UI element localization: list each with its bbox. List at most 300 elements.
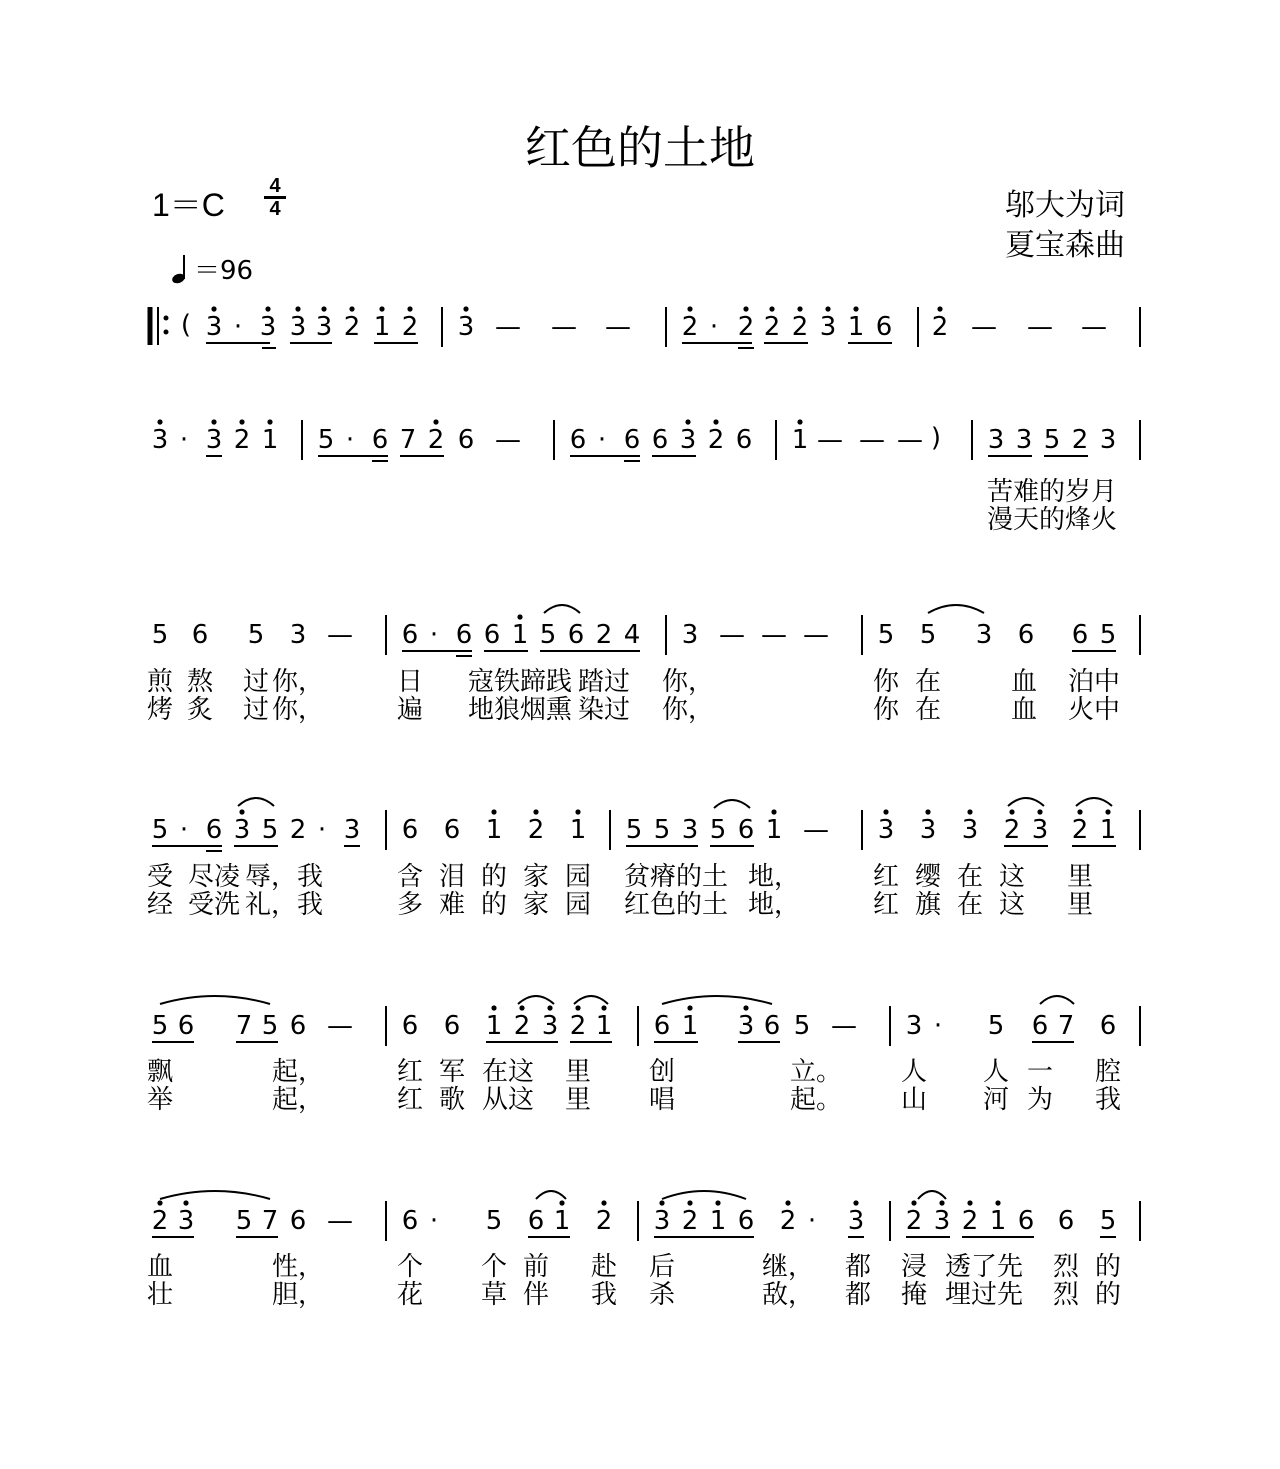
lyric-syllable: 举 xyxy=(146,1085,174,1115)
note: — xyxy=(971,312,997,342)
note: 6 xyxy=(1071,620,1089,650)
lyric-syllable: 花 xyxy=(396,1280,424,1310)
note: 6 xyxy=(455,620,473,650)
note: 1 xyxy=(1099,815,1117,845)
lyric-syllable: 人 xyxy=(900,1057,928,1087)
key-signature: 1＝C xyxy=(152,187,225,223)
high-octave-dot xyxy=(519,1005,524,1010)
lyric-syllable: 红 xyxy=(872,862,900,892)
note: 1 xyxy=(709,1206,727,1236)
note: 7 xyxy=(261,1206,279,1236)
note: 1 xyxy=(847,312,865,342)
lyric-syllable: 浸 xyxy=(900,1252,928,1282)
lyric-syllable: 里 xyxy=(564,1085,592,1115)
note: — xyxy=(859,425,885,455)
high-octave-dot xyxy=(267,419,272,424)
note: 5 xyxy=(1099,1206,1117,1236)
high-octave-dot xyxy=(433,419,438,424)
lyric-syllable: 泪 xyxy=(438,862,466,892)
lyric-syllable: 的 xyxy=(1094,1252,1122,1282)
note: 5 xyxy=(261,815,279,845)
slur xyxy=(714,800,750,808)
note: 3 xyxy=(457,312,475,342)
note: 1 xyxy=(373,312,391,342)
lyric-syllable: 在 xyxy=(956,890,984,920)
slur xyxy=(574,996,608,1004)
note: 3 xyxy=(933,1206,951,1236)
slur xyxy=(518,996,554,1004)
lyric-syllable: 家 xyxy=(522,862,550,892)
note: 3 xyxy=(905,1011,923,1041)
lyric-syllable: 个 xyxy=(396,1252,424,1282)
note: · xyxy=(429,1206,439,1236)
note: · xyxy=(179,815,189,845)
lyric-syllable: 血 xyxy=(1010,667,1038,697)
note: 2 xyxy=(681,1206,699,1236)
lyric-syllable: 这 xyxy=(998,862,1026,892)
note: 3 xyxy=(343,815,361,845)
note: 3 xyxy=(151,425,169,455)
note: 6 xyxy=(443,1011,461,1041)
note: 2 xyxy=(1003,815,1021,845)
lyric-syllable: 你 xyxy=(872,667,900,697)
composer-credit: 夏宝森曲 xyxy=(1005,228,1125,263)
note: 3 xyxy=(737,1011,755,1041)
lyric-syllable: 血 xyxy=(1010,695,1038,725)
high-octave-dot xyxy=(575,1005,580,1010)
slur xyxy=(918,1191,946,1199)
lyric-syllable: 园 xyxy=(564,862,592,892)
note: 6 xyxy=(567,620,585,650)
high-octave-dot xyxy=(601,1005,606,1010)
note: · xyxy=(345,425,355,455)
lyric-syllable: 军 xyxy=(438,1057,466,1087)
lyric-syllable: 煎 xyxy=(146,667,174,697)
note: 5 xyxy=(151,620,169,650)
note: 6 xyxy=(1017,1206,1035,1236)
lyric-syllable: 红 xyxy=(872,890,900,920)
note: 2 xyxy=(1071,815,1089,845)
note: 6 xyxy=(401,815,419,845)
note: 3 xyxy=(315,312,333,342)
high-octave-dot xyxy=(785,1200,790,1205)
lyric-syllable: 的 xyxy=(480,862,508,892)
lyric-syllable: 家 xyxy=(522,890,550,920)
note: 7 xyxy=(1057,1011,1075,1041)
lyric-syllable: 埋过先 xyxy=(944,1280,1024,1310)
note: 6 xyxy=(527,1206,545,1236)
note: — xyxy=(831,1011,857,1041)
lyric-syllable: 歌 xyxy=(438,1085,466,1115)
lyric-syllable: 个 xyxy=(480,1252,508,1282)
note: 3 xyxy=(847,1206,865,1236)
note: 2 xyxy=(931,312,949,342)
high-octave-dot xyxy=(853,306,858,311)
note: 6 xyxy=(1099,1011,1117,1041)
lyric-syllable: 受洗 xyxy=(187,890,241,920)
lyric-syllable: 在 xyxy=(914,667,942,697)
note: — xyxy=(327,1206,353,1236)
high-octave-dot xyxy=(687,1200,692,1205)
slur xyxy=(928,605,984,613)
note: — xyxy=(495,425,521,455)
note: 1 xyxy=(989,1206,1007,1236)
lyric-syllable: 红 xyxy=(396,1085,424,1115)
note: · xyxy=(233,312,243,342)
lyric-syllable: 人 xyxy=(982,1057,1010,1087)
note: · xyxy=(429,620,439,650)
high-octave-dot xyxy=(183,1200,188,1205)
note: 3 xyxy=(205,425,223,455)
lyric-syllable: 在 xyxy=(956,862,984,892)
note: 2 xyxy=(707,425,725,455)
lyric-syllable: 含 xyxy=(396,862,424,892)
note: 7 xyxy=(399,425,417,455)
note: · xyxy=(179,425,189,455)
note: 2 xyxy=(595,1206,613,1236)
lyric-syllable: 受 xyxy=(146,862,174,892)
lyric-syllable: 你， xyxy=(661,695,715,725)
note: 6 xyxy=(401,620,419,650)
high-octave-dot xyxy=(713,419,718,424)
repeat-dot xyxy=(164,316,169,321)
lyric-syllable: 前 xyxy=(522,1252,550,1282)
note: 3 xyxy=(681,815,699,845)
note: 6 xyxy=(401,1206,419,1236)
lyric-syllable: 都 xyxy=(844,1280,872,1310)
note: 5 xyxy=(625,815,643,845)
lyric-syllable: 你， xyxy=(271,695,325,725)
note: — xyxy=(761,620,787,650)
slur xyxy=(1076,798,1112,806)
note: 1 xyxy=(595,1011,613,1041)
lyric-syllable: 寇铁蹄践 xyxy=(467,667,573,697)
note: 5 xyxy=(987,1011,1005,1041)
lyric-syllable: 继， xyxy=(761,1252,815,1282)
note: 2 xyxy=(681,312,699,342)
high-octave-dot xyxy=(771,809,776,814)
note: 5 xyxy=(235,1206,253,1236)
lyric-syllable: 立。 xyxy=(789,1057,843,1087)
lyric-syllable: 在这 xyxy=(481,1057,535,1087)
note: 6 xyxy=(371,425,389,455)
note: 3 xyxy=(205,312,223,342)
high-octave-dot xyxy=(379,306,384,311)
lyric-syllable: 地， xyxy=(747,890,801,920)
note: 3 xyxy=(819,312,837,342)
high-octave-dot xyxy=(1077,809,1082,814)
high-octave-dot xyxy=(349,306,354,311)
high-octave-dot xyxy=(769,306,774,311)
high-octave-dot xyxy=(239,809,244,814)
high-octave-dot xyxy=(883,809,888,814)
note: 1 xyxy=(553,1206,571,1236)
lyric-syllable: 染过 xyxy=(577,695,631,725)
note: 3 xyxy=(177,1206,195,1236)
repeat-dot xyxy=(164,330,169,335)
lyric-syllable: 地狼烟熏 xyxy=(467,695,573,725)
lyric-syllable: 过 xyxy=(242,667,270,697)
high-octave-dot xyxy=(925,809,930,814)
lyric-syllable: 一 xyxy=(1026,1057,1054,1087)
note: 6 xyxy=(623,425,641,455)
note: · xyxy=(933,1011,943,1041)
note: 2 xyxy=(401,312,419,342)
intro-lyric-line: 漫天的烽火 xyxy=(986,505,1118,535)
lyric-syllable: 你， xyxy=(271,667,325,697)
lyric-syllable: 山 xyxy=(900,1085,928,1115)
note: 2 xyxy=(427,425,445,455)
note: 1 xyxy=(765,815,783,845)
high-octave-dot xyxy=(575,809,580,814)
note: 3 xyxy=(1031,815,1049,845)
note: 2 xyxy=(289,815,307,845)
note: 6 xyxy=(1057,1206,1075,1236)
slur xyxy=(662,996,772,1004)
close-paren: ) xyxy=(930,423,942,453)
lyric-syllable: 飘 xyxy=(146,1057,174,1087)
lyricist-credit: 邬大为词 xyxy=(1005,188,1125,223)
high-octave-dot xyxy=(743,1005,748,1010)
note: 3 xyxy=(653,1206,671,1236)
note: 3 xyxy=(1099,425,1117,455)
note: · xyxy=(709,312,719,342)
high-octave-dot xyxy=(211,306,216,311)
high-octave-dot xyxy=(1105,809,1110,814)
note: 6 xyxy=(569,425,587,455)
note: 3 xyxy=(233,815,251,845)
high-octave-dot xyxy=(967,809,972,814)
high-octave-dot xyxy=(797,306,802,311)
note: — xyxy=(551,312,577,342)
intro-lyric-line: 苦难的岁月 xyxy=(986,477,1118,507)
slur xyxy=(662,1191,746,1199)
note: 2 xyxy=(595,620,613,650)
lyric-syllable: 我 xyxy=(1094,1085,1122,1115)
note: 6 xyxy=(651,425,669,455)
lyric-syllable: 过 xyxy=(242,695,270,725)
high-octave-dot xyxy=(797,419,802,424)
high-octave-dot xyxy=(157,1200,162,1205)
lyric-syllable: 后 xyxy=(648,1252,676,1282)
slur xyxy=(160,1191,270,1199)
lyric-syllable: 杀 xyxy=(648,1280,676,1310)
note: — xyxy=(1027,312,1053,342)
note: 5 xyxy=(1099,620,1117,650)
note: 2 xyxy=(763,312,781,342)
high-octave-dot xyxy=(463,306,468,311)
note: 3 xyxy=(289,620,307,650)
high-octave-dot xyxy=(937,306,942,311)
lyric-syllable: 缨 xyxy=(914,862,942,892)
lyric-syllable: 伴 xyxy=(522,1280,550,1310)
note: 6 xyxy=(191,620,209,650)
note: 5 xyxy=(247,620,265,650)
note: 5 xyxy=(151,1011,169,1041)
note: — xyxy=(817,425,843,455)
open-paren: ( xyxy=(180,310,192,340)
lyric-syllable: 难 xyxy=(438,890,466,920)
high-octave-dot xyxy=(321,306,326,311)
lyric-syllable: 你 xyxy=(872,695,900,725)
lyric-syllable: 旗 xyxy=(914,890,942,920)
note: 2 xyxy=(779,1206,797,1236)
lyric-syllable: 在 xyxy=(914,695,942,725)
note: — xyxy=(327,1011,353,1041)
high-octave-dot xyxy=(715,1200,720,1205)
high-octave-dot xyxy=(685,419,690,424)
note: 5 xyxy=(151,815,169,845)
lyric-syllable: 日 xyxy=(396,667,424,697)
lyric-syllable: 地， xyxy=(747,862,801,892)
lyric-syllable: 园 xyxy=(564,890,592,920)
note: 5 xyxy=(1043,425,1061,455)
note: 2 xyxy=(233,425,251,455)
lyric-syllable: 尽凌 xyxy=(187,862,241,892)
note: 6 xyxy=(875,312,893,342)
note: 3 xyxy=(289,312,307,342)
high-octave-dot xyxy=(157,419,162,424)
lyric-syllable: 踏过 xyxy=(577,667,631,697)
note: 6 xyxy=(177,1011,195,1041)
high-octave-dot xyxy=(939,1200,944,1205)
note: 3 xyxy=(877,815,895,845)
slur xyxy=(536,1191,566,1199)
high-octave-dot xyxy=(659,1200,664,1205)
lyric-syllable: 透了先 xyxy=(944,1252,1024,1282)
lyric-syllable: 炙 xyxy=(186,695,214,725)
slur xyxy=(160,996,270,1004)
high-octave-dot xyxy=(239,419,244,424)
lyric-syllable: 的 xyxy=(1094,1280,1122,1310)
lyric-syllable: 河 xyxy=(982,1085,1010,1115)
lyric-syllable: 泊中 xyxy=(1067,667,1121,697)
note: 3 xyxy=(961,815,979,845)
lyric-syllable: 经 xyxy=(146,890,174,920)
note: 6 xyxy=(1017,620,1035,650)
note: 6 xyxy=(735,425,753,455)
lyric-syllable: 为 xyxy=(1026,1085,1054,1115)
slur xyxy=(238,798,274,806)
note: 2 xyxy=(1071,425,1089,455)
lyric-syllable: 赴 xyxy=(590,1252,618,1282)
lyric-syllable: 你， xyxy=(661,667,715,697)
lyric-syllable: 里 xyxy=(1066,862,1094,892)
note: 6 xyxy=(653,1011,671,1041)
note: 5 xyxy=(485,1206,503,1236)
lyric-syllable: 我 xyxy=(590,1280,618,1310)
lyric-syllable: 遍 xyxy=(396,695,424,725)
note: — xyxy=(605,312,631,342)
high-octave-dot xyxy=(295,306,300,311)
note: 5 xyxy=(793,1011,811,1041)
note: 6 xyxy=(289,1206,307,1236)
lyric-syllable: 血 xyxy=(146,1252,174,1282)
lyric-syllable: 这 xyxy=(998,890,1026,920)
high-octave-dot xyxy=(491,1005,496,1010)
note: 2 xyxy=(737,312,755,342)
lyric-syllable: 腔 xyxy=(1094,1057,1122,1087)
note: 5 xyxy=(539,620,557,650)
tempo-value: ＝96 xyxy=(194,256,254,286)
high-octave-dot xyxy=(559,1200,564,1205)
note: — xyxy=(1081,312,1107,342)
high-octave-dot xyxy=(995,1200,1000,1205)
high-octave-dot xyxy=(491,809,496,814)
note: 2 xyxy=(791,312,809,342)
note: 2 xyxy=(343,312,361,342)
lyric-syllable: 从这 xyxy=(481,1085,535,1115)
note: · xyxy=(597,425,607,455)
note: 5 xyxy=(317,425,335,455)
lyric-syllable: 壮 xyxy=(146,1280,174,1310)
note: 2 xyxy=(513,1011,531,1041)
lyric-syllable: 胆， xyxy=(271,1280,325,1310)
note: 5 xyxy=(877,620,895,650)
note: 6 xyxy=(205,815,223,845)
note: 6 xyxy=(289,1011,307,1041)
lyric-syllable: 烈 xyxy=(1052,1280,1080,1310)
lyric-syllable: 熬 xyxy=(186,667,214,697)
note: 2 xyxy=(527,815,545,845)
high-octave-dot xyxy=(517,614,522,619)
note: 5 xyxy=(709,815,727,845)
high-octave-dot xyxy=(687,306,692,311)
high-octave-dot xyxy=(743,306,748,311)
note: 6 xyxy=(737,815,755,845)
note: — xyxy=(327,620,353,650)
lyric-syllable: 多 xyxy=(396,890,424,920)
note: — xyxy=(803,620,829,650)
lyric-syllable: 起， xyxy=(271,1057,325,1087)
high-octave-dot xyxy=(687,1005,692,1010)
high-octave-dot xyxy=(967,1200,972,1205)
high-octave-dot xyxy=(911,1200,916,1205)
note: · xyxy=(317,815,327,845)
note: 6 xyxy=(483,620,501,650)
lyric-syllable: 起。 xyxy=(789,1085,843,1115)
note: 1 xyxy=(485,1011,503,1041)
high-octave-dot xyxy=(533,809,538,814)
note: 2 xyxy=(151,1206,169,1236)
slur xyxy=(544,605,580,613)
high-octave-dot xyxy=(601,1200,606,1205)
note: 1 xyxy=(485,815,503,845)
note: 1 xyxy=(569,815,587,845)
note: — xyxy=(897,425,923,455)
note: 6 xyxy=(763,1011,781,1041)
high-octave-dot xyxy=(853,1200,858,1205)
high-octave-dot xyxy=(211,419,216,424)
note: 5 xyxy=(261,1011,279,1041)
lyric-syllable: 烤 xyxy=(146,695,174,725)
note: · xyxy=(807,1206,817,1236)
note: 1 xyxy=(511,620,529,650)
lyric-syllable: 性， xyxy=(271,1252,325,1282)
lyric-syllable: 草 xyxy=(480,1280,508,1310)
lyric-syllable: 创 xyxy=(648,1057,676,1087)
note: 1 xyxy=(791,425,809,455)
note: — xyxy=(495,312,521,342)
note: 6 xyxy=(1031,1011,1049,1041)
note: 6 xyxy=(443,815,461,845)
note: 3 xyxy=(541,1011,559,1041)
slur xyxy=(1040,996,1074,1004)
note: 2 xyxy=(569,1011,587,1041)
note: 3 xyxy=(975,620,993,650)
lyric-syllable: 贫瘠的土 xyxy=(623,862,729,892)
note: 1 xyxy=(261,425,279,455)
